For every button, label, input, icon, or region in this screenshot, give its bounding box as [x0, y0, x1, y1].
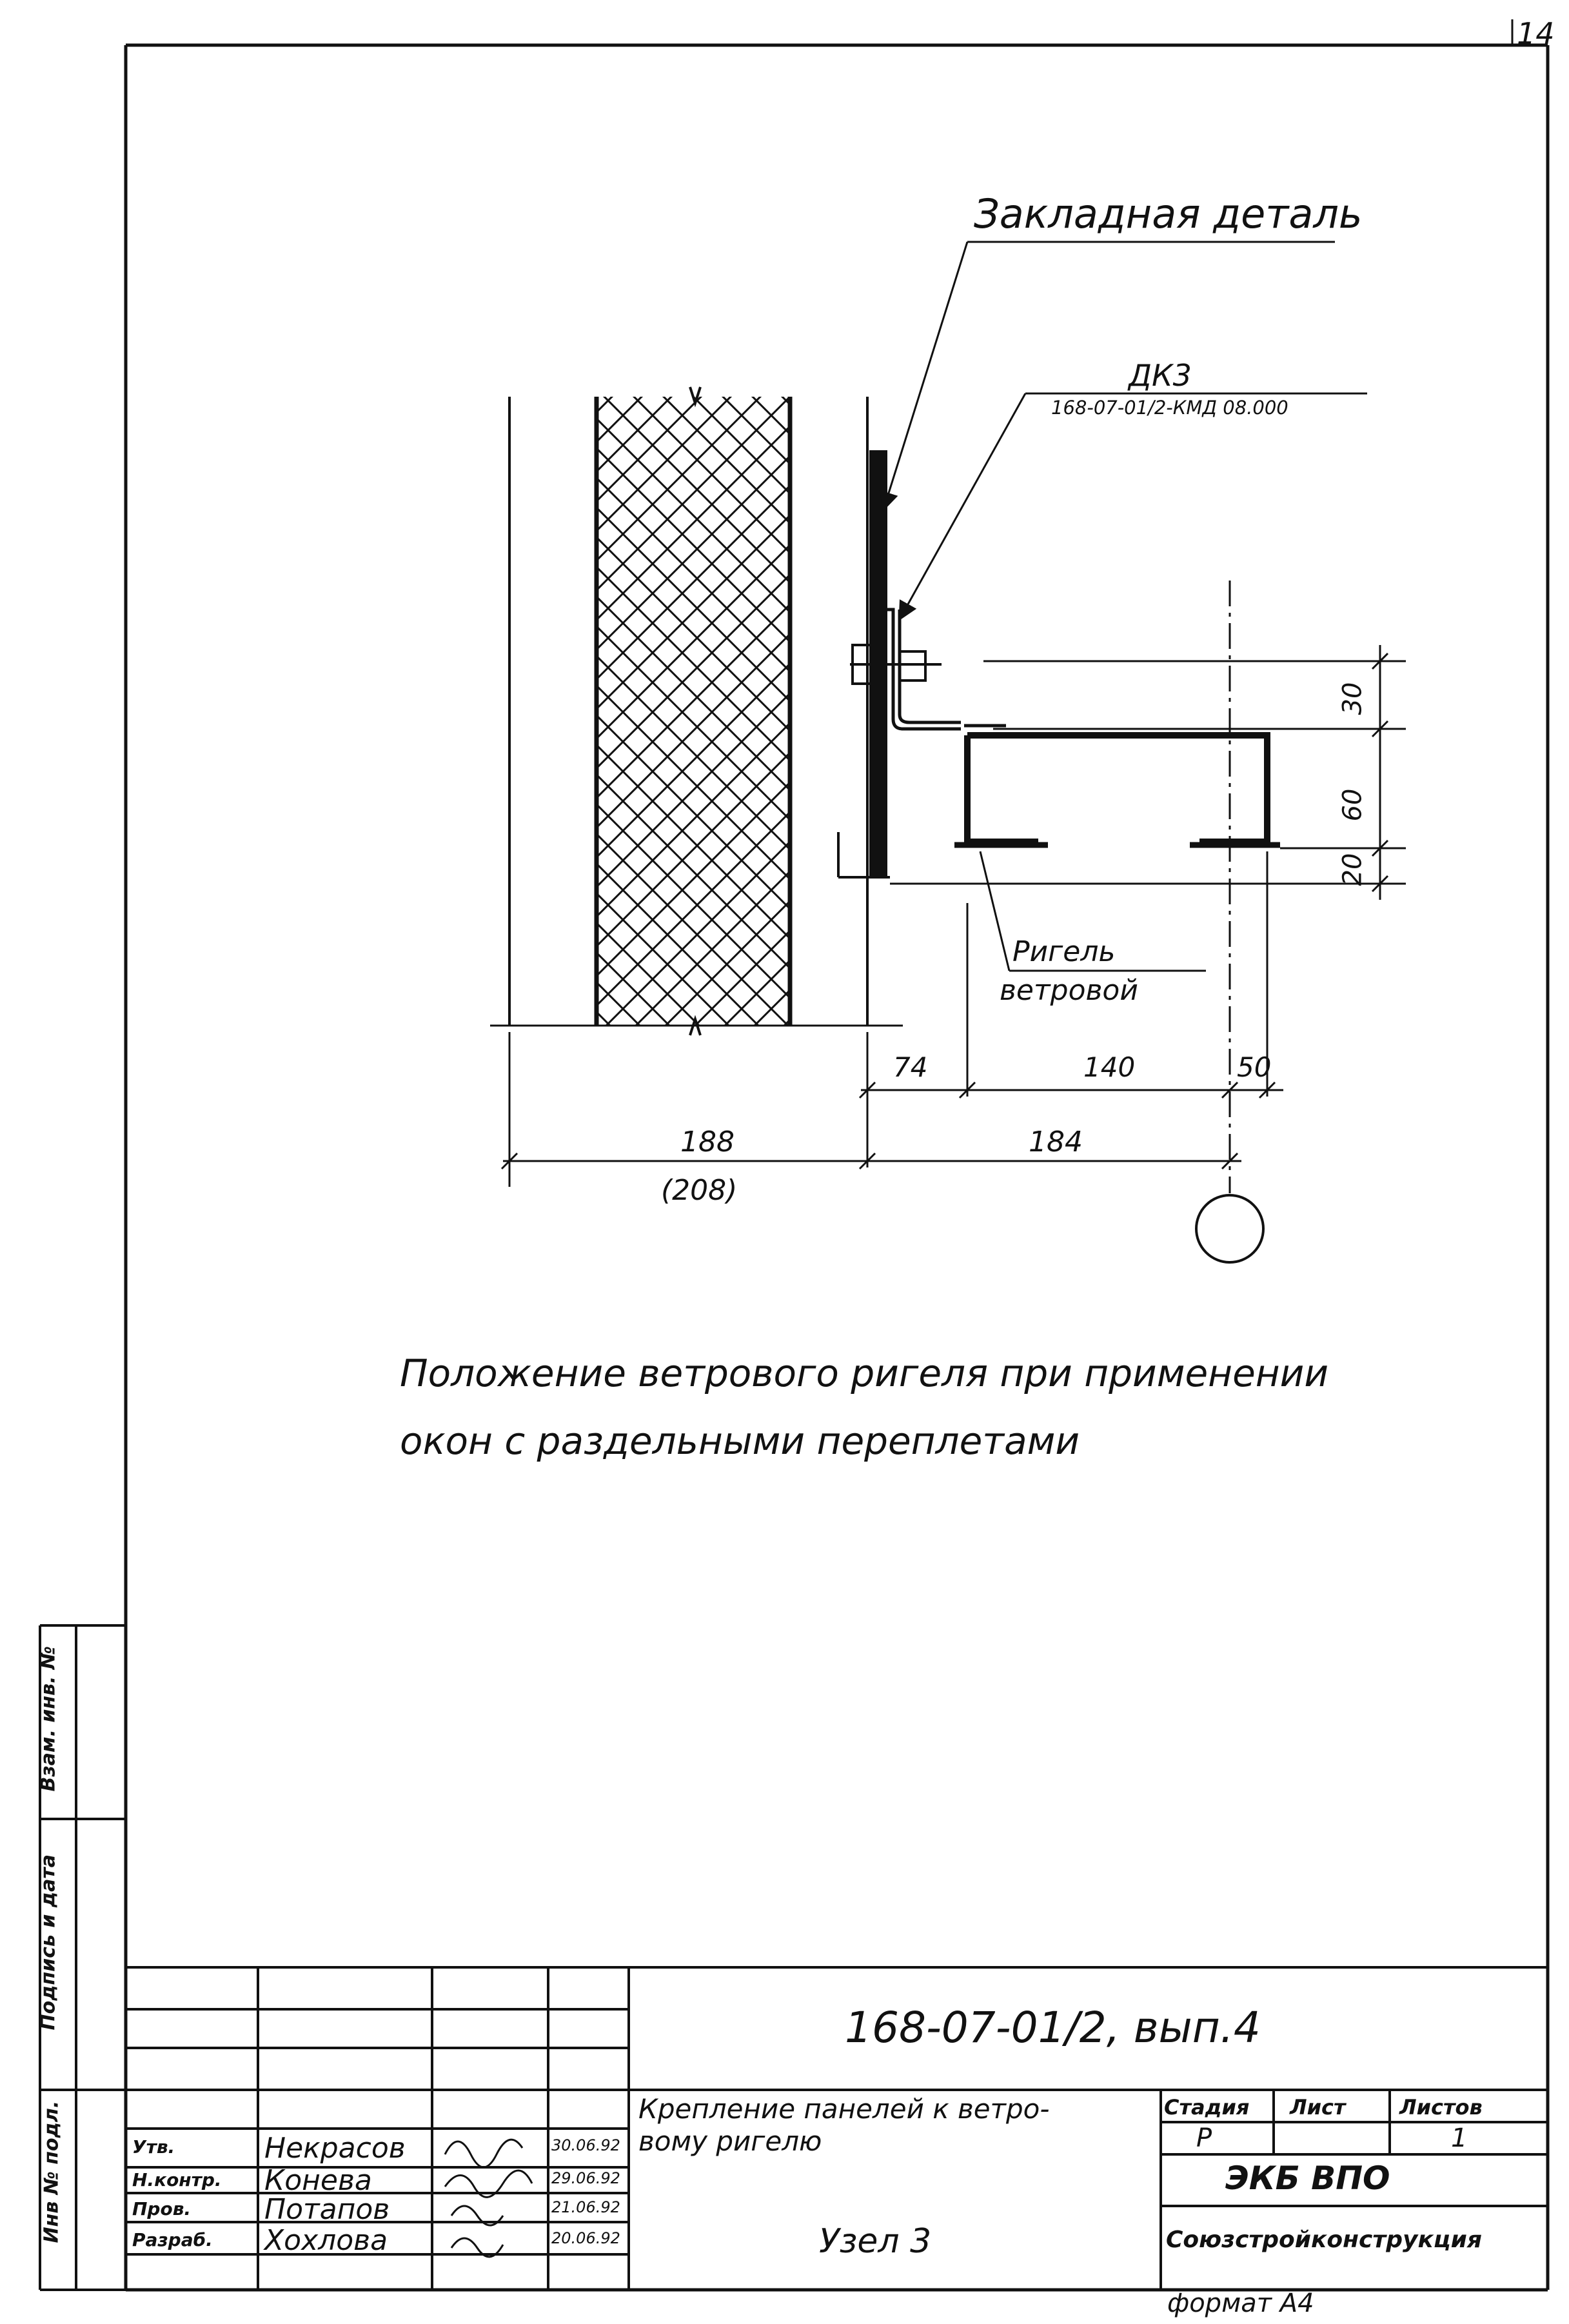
- leader-lines: [883, 242, 1367, 971]
- doc-code: 168-07-01/2, вып.4: [845, 2003, 1261, 2052]
- dim-184: 184: [1029, 1126, 1083, 1158]
- side-inv-orig: Инв № подл.: [40, 2100, 63, 2243]
- dim-74: 74: [893, 1051, 928, 1083]
- row-role: Утв.: [132, 2136, 175, 2158]
- dim-208: (208): [661, 1174, 738, 1207]
- sheet-frame: [126, 19, 1548, 2290]
- org-line1: ЭКБ ВПО: [1225, 2160, 1390, 2197]
- dim-60: 60: [1337, 788, 1368, 822]
- page-number: 14: [1517, 16, 1555, 51]
- dk3-ref-label: 168-07-01/2-КМД 08.000: [1051, 397, 1288, 419]
- side-sign-date: Подпись и дата: [37, 1854, 60, 2031]
- row-name: Хохлова: [264, 2224, 388, 2257]
- note-line2: окон с раздельными переплетами: [400, 1419, 1080, 1463]
- org-line2: Союзстройконструкция: [1166, 2227, 1482, 2253]
- embedded-part-label: Закладная деталь: [974, 190, 1363, 237]
- wall-panel: [490, 387, 903, 1035]
- rigel-label-line1: Ригель: [1012, 935, 1116, 968]
- row-role: Н.контр.: [132, 2169, 222, 2190]
- dim-20: 20: [1337, 853, 1368, 886]
- dim-30: 30: [1337, 682, 1368, 715]
- node-label: Узел 3: [819, 2222, 932, 2261]
- rigel-channel: [954, 726, 1280, 845]
- dim-140: 140: [1083, 1051, 1136, 1083]
- sheet-header: Лист: [1290, 2095, 1346, 2120]
- row-name: Некрасов: [264, 2132, 406, 2165]
- dk3-label: ДК3: [1129, 358, 1192, 393]
- dim-188: 188: [680, 1126, 735, 1158]
- rigel-label-line2: ветровой: [1000, 974, 1138, 1007]
- row-name: Потапов: [264, 2193, 390, 2226]
- row-date: 20.06.92: [551, 2229, 620, 2247]
- row-date: 30.06.92: [551, 2136, 620, 2154]
- embedded-plate: [838, 452, 942, 877]
- note-line1: Положение ветрового ригеля при применении: [400, 1351, 1329, 1395]
- row-role: Пров.: [132, 2198, 192, 2220]
- sheets-header: Листов: [1399, 2095, 1483, 2120]
- title-line2: вому ригелю: [638, 2125, 822, 2157]
- dk3-bracket: [886, 610, 961, 729]
- row-role: Разраб.: [132, 2229, 213, 2250]
- sheets-value: 1: [1451, 2123, 1468, 2153]
- row-date: 21.06.92: [551, 2198, 620, 2216]
- format-label: формат А4: [1167, 2289, 1314, 2318]
- dim-50: 50: [1237, 1051, 1272, 1083]
- row-name: Конева: [264, 2164, 372, 2197]
- stage-header: Стадия: [1164, 2095, 1250, 2120]
- stage-value: Р: [1196, 2123, 1212, 2153]
- side-inv-replace: Взам. инв. №: [37, 1645, 60, 1792]
- row-date: 29.06.92: [551, 2169, 620, 2187]
- title-line1: Крепление панелей к ветро-: [638, 2093, 1050, 2125]
